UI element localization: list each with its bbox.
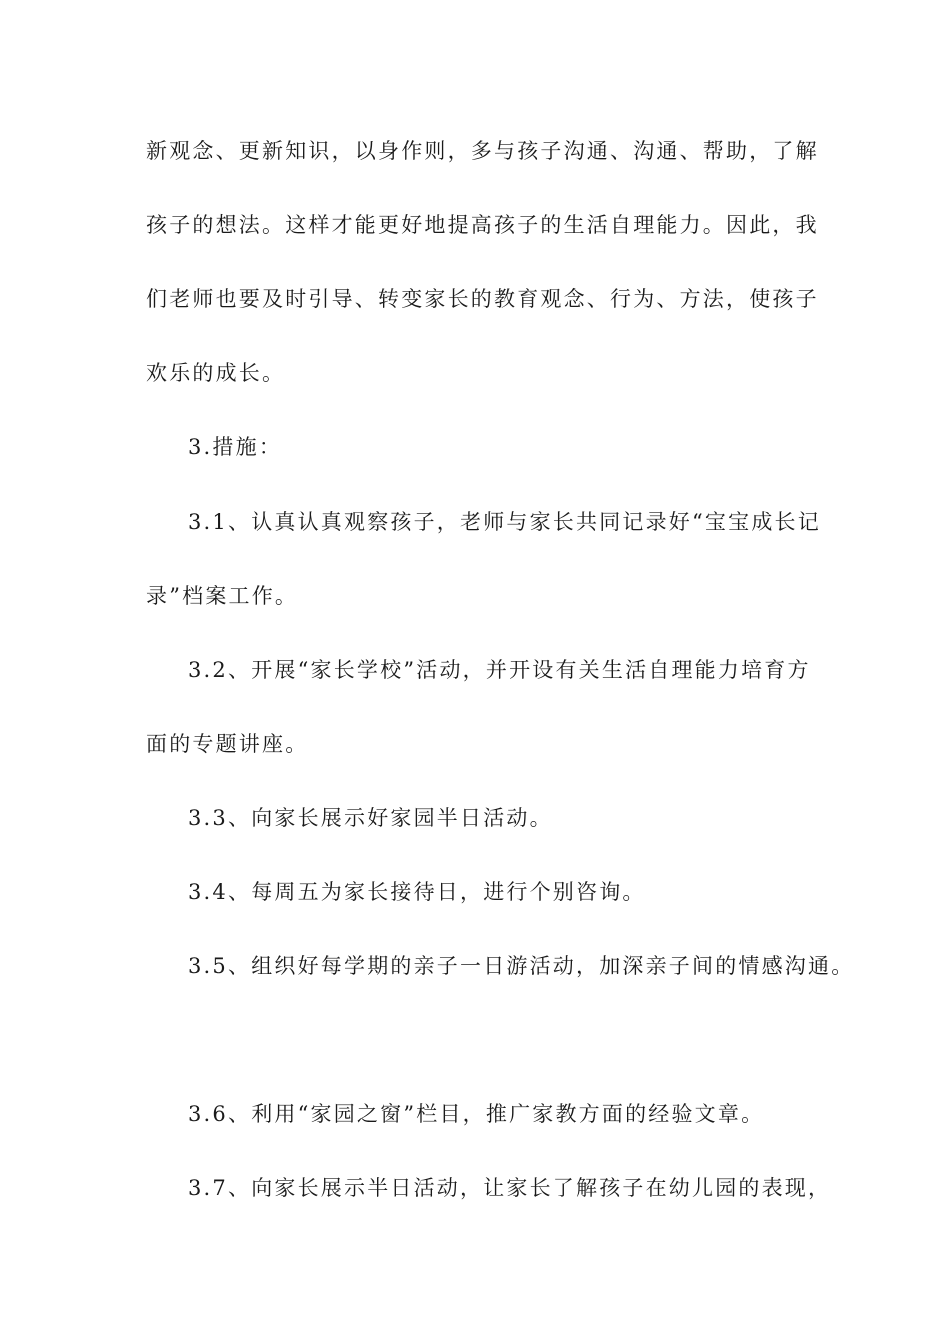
list-item: 3.1、认真认真观察孩子，老师与家长共同记录好“宝宝成长记 xyxy=(188,510,821,534)
paragraph-line: 新观念、更新知识，以身作则，多与孩子沟通、沟通、帮助，了解 xyxy=(146,139,819,163)
paragraph-line: 们老师也要及时引导、转变家长的教育观念、行为、方法，使孩子 xyxy=(146,287,819,311)
paragraph-line: 欢乐的成长。 xyxy=(146,361,286,385)
list-item: 3.7、向家长展示半日活动，让家长了解孩子在幼儿园的表现， xyxy=(188,1176,832,1200)
list-item: 3.3、向家长展示好家园半日活动。 xyxy=(188,806,553,830)
list-item-continuation: 录”档案工作。 xyxy=(146,584,299,608)
paragraph-line: 孩子的想法。这样才能更好地提高孩子的生活自理能力。因此，我 xyxy=(146,213,819,237)
list-item: 3.4、每周五为家长接待日，进行个别咨询。 xyxy=(188,880,646,904)
list-item: 3.5、组织好每学期的亲子一日游活动，加深亲子间的情感沟通。 xyxy=(188,954,855,978)
list-item: 3.6、利用“家园之窗”栏目，推广家教方面的经验文章。 xyxy=(188,1102,765,1126)
list-item: 3.2、开展“家长学校”活动，并开设有关生活自理能力培育方 xyxy=(188,658,811,682)
list-item-continuation: 面的专题讲座。 xyxy=(146,732,309,756)
section-heading: 3.措施： xyxy=(188,435,283,459)
